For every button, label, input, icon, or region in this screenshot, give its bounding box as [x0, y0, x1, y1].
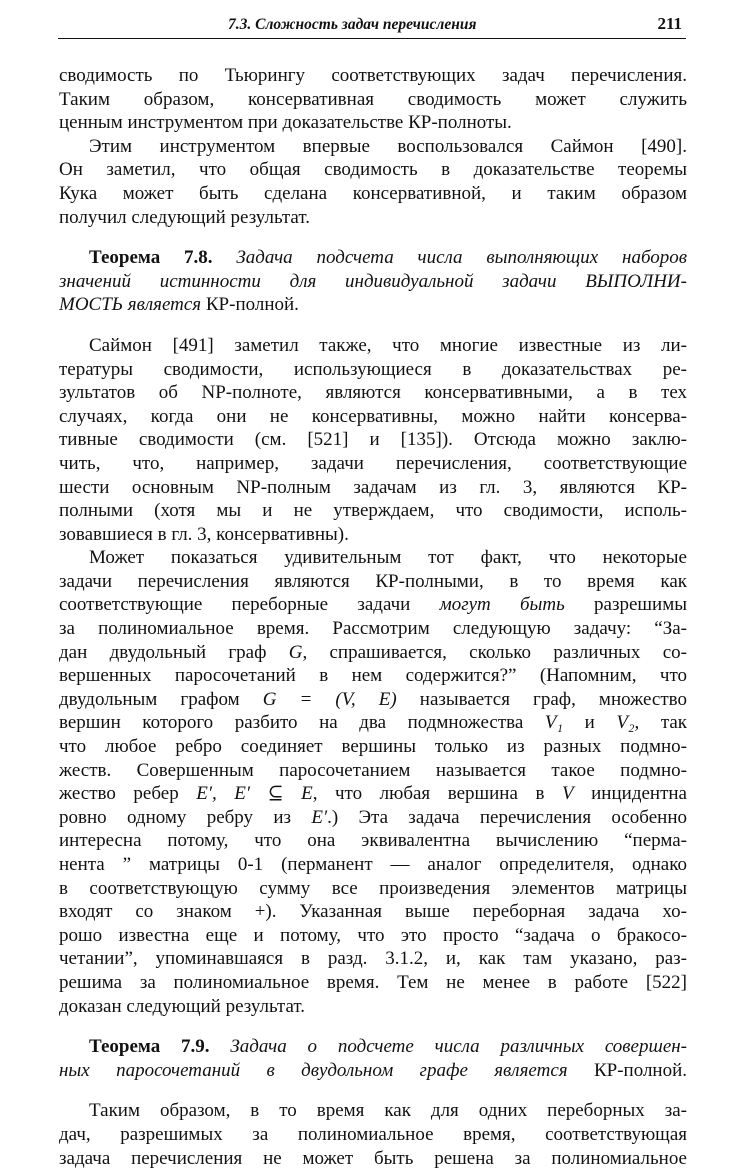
text-line: тивные сводимости (см. [521] и [135]). Отсюда можно заклю-	[59, 429, 687, 451]
text-line: шести основным NP-полным задачам из гл. 3, являются КР-	[59, 476, 687, 498]
text-line: что любое ребро соединяет вершины только из разных подмно-	[59, 736, 687, 758]
math-var: E′	[311, 806, 328, 828]
text-line: в соответствующую сумму все произведения элементов матрицы	[59, 877, 687, 899]
theorem-text: Задача о подсчете числа различных совершен-	[230, 1036, 688, 1058]
text-line: задачи перечисления являются КР-полными, в то время как	[59, 570, 687, 592]
text-line: чить, что, например, задачи перечисления, соответствующие	[59, 452, 687, 474]
text-line: Таким образом, консервативная сводимость может служить	[59, 88, 687, 110]
math-expr: E′, E′ ⊆ E	[196, 783, 313, 805]
text-line	[59, 641, 687, 665]
text-line: значений истинности для индивидуальной задачи ВЫПОЛНИ-	[59, 270, 687, 292]
text-line: полными (хотя мы и не утверждаем, что сводимости, исполь-	[59, 500, 687, 522]
text-line: за полиномиальное время. Рассмотрим следующую задачу: “За-	[59, 618, 687, 640]
running-head	[58, 8, 686, 39]
text-line: жеств. Совершенным паросочетанием называется такое подмно-	[59, 759, 687, 781]
text-line: ценным инструментом при доказательстве КР-полноты.	[59, 112, 512, 134]
text-line: получил следующий результат.	[59, 206, 310, 228]
text-line: зультатов об NP-полноте, являются консервативными, а в тех	[59, 382, 687, 404]
theorem-class: КР-полной.	[593, 1059, 688, 1081]
text-line	[59, 806, 687, 830]
text-run: соответствующие переборные задачи	[59, 594, 411, 616]
text-run: , так	[634, 712, 688, 734]
paragraph-5	[59, 1099, 687, 1170]
paragraph-4	[59, 546, 687, 1018]
text-line	[59, 293, 687, 317]
text-line: решима за полиномиальное время. Тем не менее в работе [522]	[59, 971, 687, 993]
text-line: дач, разрешимых за полиномиальное время, соответствующая	[59, 1123, 687, 1145]
page-number: 211	[657, 14, 682, 33]
theorem-class: КР-полной.	[205, 294, 299, 316]
text-run: , спрашивается, сколько различных со-	[302, 641, 688, 663]
emphasis: могут быть	[439, 594, 565, 616]
text-line	[59, 593, 687, 617]
text-line: зовавшиеся в гл. 3, консервативны).	[59, 523, 349, 545]
text-run: называется граф, множество	[419, 688, 687, 710]
paragraph-1	[59, 64, 687, 135]
text-line	[59, 711, 687, 735]
text-line	[59, 246, 687, 270]
theorem-text: МОСТЬ является	[59, 294, 202, 316]
theorem-7-9	[59, 1035, 687, 1082]
math-var: V₁	[544, 712, 564, 734]
text-run: инцидентна	[591, 783, 687, 805]
text-line: вершенных паросочетаний в нем содержится?” (Напомним, что	[59, 665, 687, 687]
theorem-text: Задача подсчета числа выполняющих наборов	[236, 247, 687, 269]
text-line: входят со знаком +). Указанная выше переборная задача хо-	[59, 901, 687, 923]
text-line: доказан следующий результат.	[59, 995, 306, 1017]
text-run: .) Эта задача перечисления особенно	[327, 806, 687, 828]
math-var: V	[561, 783, 574, 805]
text-run: жество ребер	[59, 783, 179, 805]
text-run: ровно одному ребру из	[59, 806, 292, 828]
paragraph-2	[59, 135, 687, 229]
math-expr: G = (V, E)	[262, 688, 397, 710]
text-run: разрешимы	[594, 594, 687, 616]
text-line	[59, 688, 687, 712]
text-line	[59, 782, 687, 806]
text-line: Этим инструментом впервые воспользовался Саймон [490].	[89, 135, 687, 157]
text-line: рошо известна еще и потому, что это просто “задача о бракосо-	[59, 924, 687, 946]
text-line: задача перечисления не может быть решена за полиномиальное	[59, 1147, 687, 1169]
text-line: Он заметил, что общая сводимость в доказательстве теоремы	[59, 159, 687, 181]
text-line: Саймон [491] заметил также, что многие известные из ли-	[89, 334, 687, 356]
theorem-7-8	[59, 246, 687, 317]
text-line	[59, 1059, 687, 1083]
text-line: Таким образом, в то время как для одних переборных за-	[89, 1100, 687, 1122]
paragraph-3	[59, 334, 687, 546]
text-line	[59, 1035, 687, 1059]
theorem-label: Теорема 7.9.	[89, 1036, 210, 1058]
page-body	[59, 64, 687, 1170]
text-line: четании”, упоминавшаяся в разд. 3.1.2, и, как там указано, раз-	[59, 948, 687, 970]
text-line: случаях, когда они не консервативны, можно найти консерва-	[59, 405, 687, 427]
text-line: интересна потому, что она эквивалентна вычислению “перма-	[59, 830, 687, 852]
theorem-text: ных паросочетаний в двудольном графе является	[59, 1059, 568, 1081]
math-var: V₂	[616, 712, 635, 734]
text-line: тературы сводимости, использующиеся в доказательствах ре-	[59, 358, 687, 380]
text-line: нента ” матрицы 0-1 (перманент — аналог определителя, однако	[59, 854, 687, 875]
text-run: , что любая вершина в	[312, 783, 545, 805]
text-run: вершин которого разбито на два подмножества	[59, 712, 524, 734]
running-head-title: 7.3. Сложность задач перечисления	[228, 16, 477, 33]
text-line: сводимость по Тьюрингу соответствующих задач перечисления.	[59, 65, 687, 86]
text-run: двудольным графом	[59, 688, 240, 710]
math-var: G	[288, 641, 303, 663]
text-run: дан двудольный граф	[59, 641, 267, 663]
text-line: Кука может быть сделана консервативной, и таким образом	[59, 182, 687, 204]
text-run: и	[584, 712, 595, 734]
text-line: Может показаться удивительным тот факт, что некоторые	[89, 547, 687, 569]
theorem-label: Теорема 7.8.	[89, 247, 213, 269]
